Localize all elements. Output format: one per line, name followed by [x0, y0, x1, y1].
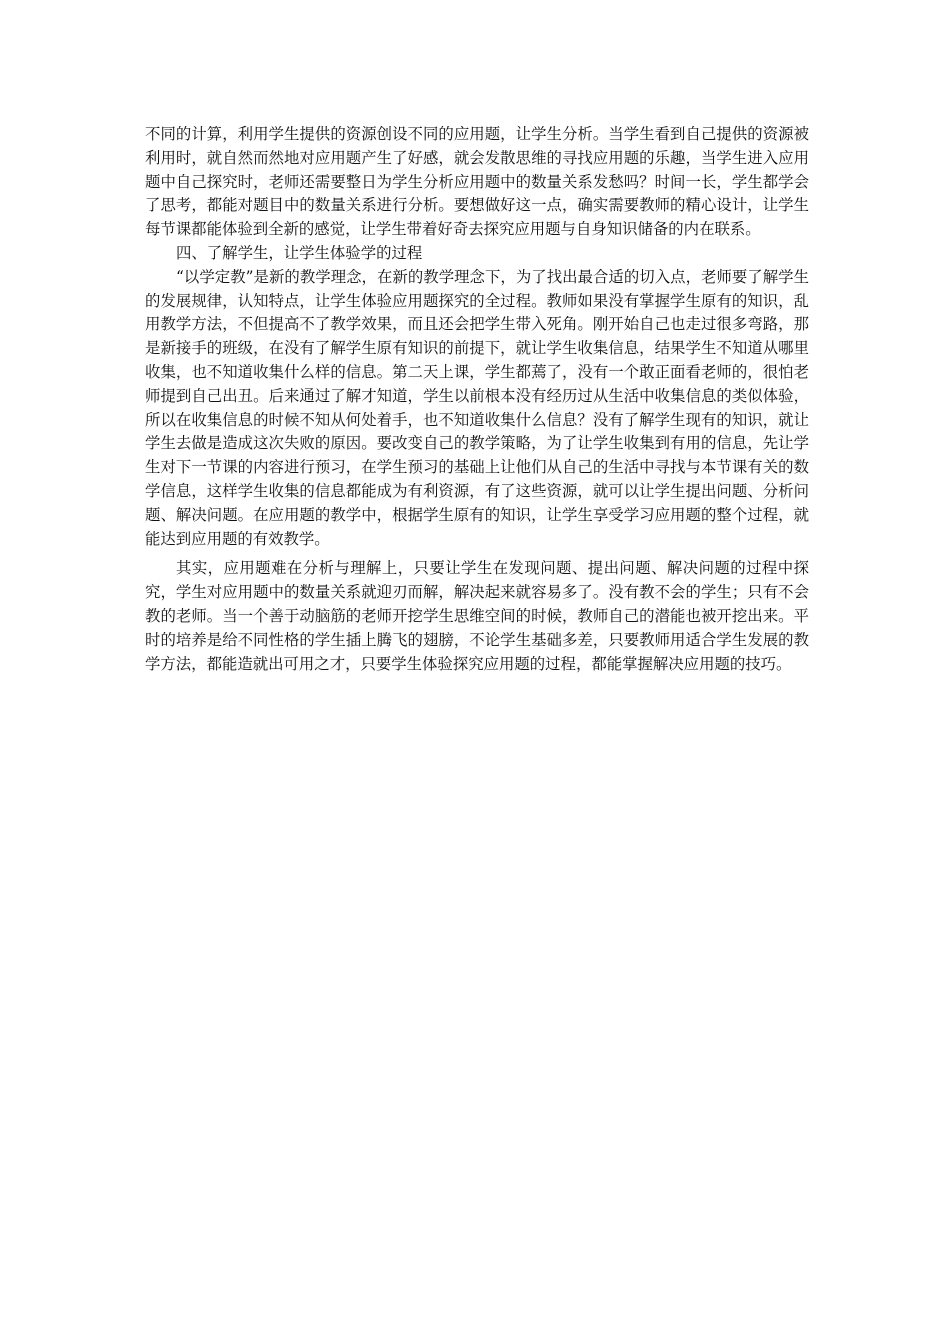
continuation-paragraph: 不同的计算，利用学生提供的资源创设不同的应用题，让学生分析。当学生看到自己提供的资源被利用时，就自然而然地对应用题产生了好感，就会发散思维的寻找应用题的乐趣，当学生进入应用题中自己探究时，老师还需要整日为学生分析应用题中的数量关系发愁吗？时间一长，学生都学会了思考，都能对题目中的数量关系进行分析。要想做好这一点，确实需要教师的精心设计，让学生每节课都能体验到全新的感觉，让学生带着好奇去探究应用题与自身知识储备的内在联系。	[145, 125, 809, 239]
document-body	[145, 123, 809, 676]
section-paragraph: “以学定教”是新的教学理念，在新的教学理念下，为了找出最合适的切入点，老师要了解学生的发展规律，认知特点，让学生体验应用题探究的全过程。教师如果没有掌握学生原有的知识，乱用教学方法，不但提高不了教学效果，而且还会把学生带入死角。刚开始自己也走过很多弯路，那是新接手的班级，在没有了解学生原有知识的前提下，就让学生收集信息，结果学生不知道从哪里收集，也不知道收集什么样的信息。第二天上课，学生都蔫了，没有一个敢正面看老师的，很怕老师提到自己出丑。后来通过了解才知道，学生以前根本没有经历过从生活中收集信息的类似体验，所以在收集信息的时候不知从何处着手，也不知道收集什么信息？没有了解学生现有的知识，就让学生去做是造成这次失败的原因。要改变自己的教学策略，为了让学生收集到有用的信息，先让学生对下一节课的内容进行预习，在学生预习的基础上让他们从自己的生活中寻找与本节课有关的数学信息，这样学生收集的信息都能成为有利资源，有了这些资源，就可以让学生提出问题、分析问题、解决问题。在应用题的教学中，根据学生原有的知识，让学生享受学习应用题的整个过程，就能达到应用题的有效教学。	[145, 267, 809, 548]
section-heading: 四、了解学生，让学生体验学的过程	[176, 243, 423, 262]
conclusion-paragraph: 其实，应用题难在分析与理解上，只要让学生在发现问题、提出问题、解决问题的过程中探究，学生对应用题中的数量关系就迎刃而解，解决起来就容易多了。没有教不会的学生；只有不会教的老师。当一个善于动脑筋的老师开挖学生思维空间的时候，教师自己的潜能也被开挖出来。平时的培养是给不同性格的学生插上腾飞的翅膀，不论学生基础多差，只要教师用适合学生发展的教学方法，都能造就出可用之才，只要学生体验探究应用题的过程，都能掌握解决应用题的技巧。	[145, 559, 809, 673]
